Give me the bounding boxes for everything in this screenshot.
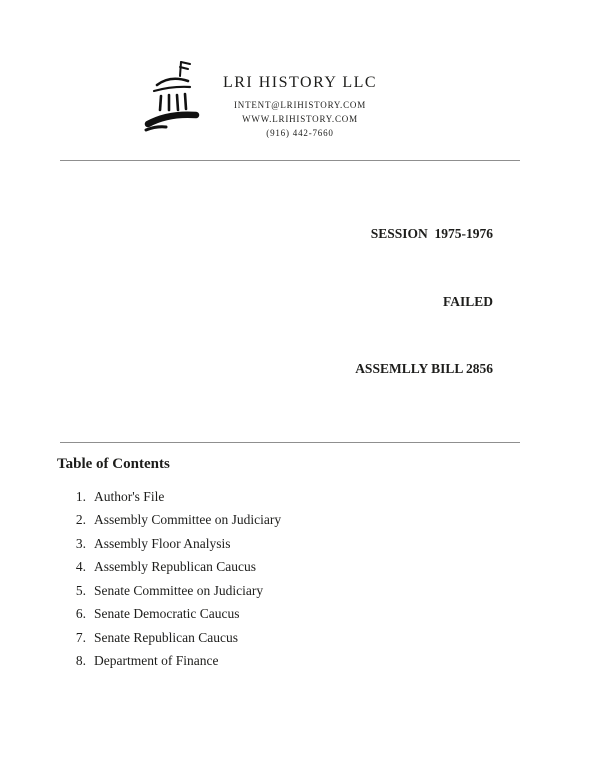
toc-item <box>57 654 600 668</box>
company-website: WWW.LRIHISTORY.COM <box>242 114 358 124</box>
toc-item-number: 1. <box>75 488 86 504</box>
letterhead <box>0 0 600 160</box>
toc-item <box>57 537 600 551</box>
company-email: INTENT@LRIHISTORY.COM <box>233 100 366 110</box>
bill-number: ASSEMLLY BILL 2856 <box>355 361 493 376</box>
company-phone: (916) 442-7660 <box>266 128 334 138</box>
toc-item-number: 8. <box>75 653 86 668</box>
toc-item-number: 4. <box>75 559 86 574</box>
toc-item <box>57 560 600 574</box>
toc-item-label: Department of Finance <box>94 653 219 668</box>
toc-item <box>57 631 600 645</box>
toc-item-number: 3. <box>75 535 86 551</box>
toc-item <box>57 584 600 598</box>
toc-item-label: Senate Democratic Caucus <box>94 606 240 621</box>
toc-item-number: 6. <box>75 606 86 621</box>
toc-item-number: 7. <box>75 629 86 645</box>
session-status: FAILED <box>442 293 493 309</box>
toc-item-label: Senate Republican Caucus <box>94 629 238 645</box>
company-info <box>0 74 600 140</box>
toc-item <box>57 607 600 621</box>
toc-item-label: Senate Committee on Judiciary <box>94 582 264 598</box>
session-line: SESSION 1975-1976 <box>370 226 493 241</box>
toc-item-label: Assembly Floor Analysis <box>94 535 231 551</box>
toc-item-number: 5. <box>75 582 86 598</box>
toc-item <box>57 513 600 527</box>
toc-item-number: 2. <box>75 512 86 527</box>
session-block <box>0 161 600 442</box>
table-of-contents <box>0 443 600 669</box>
company-name: LRI HISTORY LLC <box>222 74 378 91</box>
toc-item <box>57 490 600 504</box>
toc-item-label: Author's File <box>94 488 165 504</box>
toc-item-label: Assembly Republican Caucus <box>94 559 256 574</box>
toc-title: Table of Contents <box>57 455 170 472</box>
toc-item-label: Assembly Committee on Judiciary <box>94 512 282 527</box>
